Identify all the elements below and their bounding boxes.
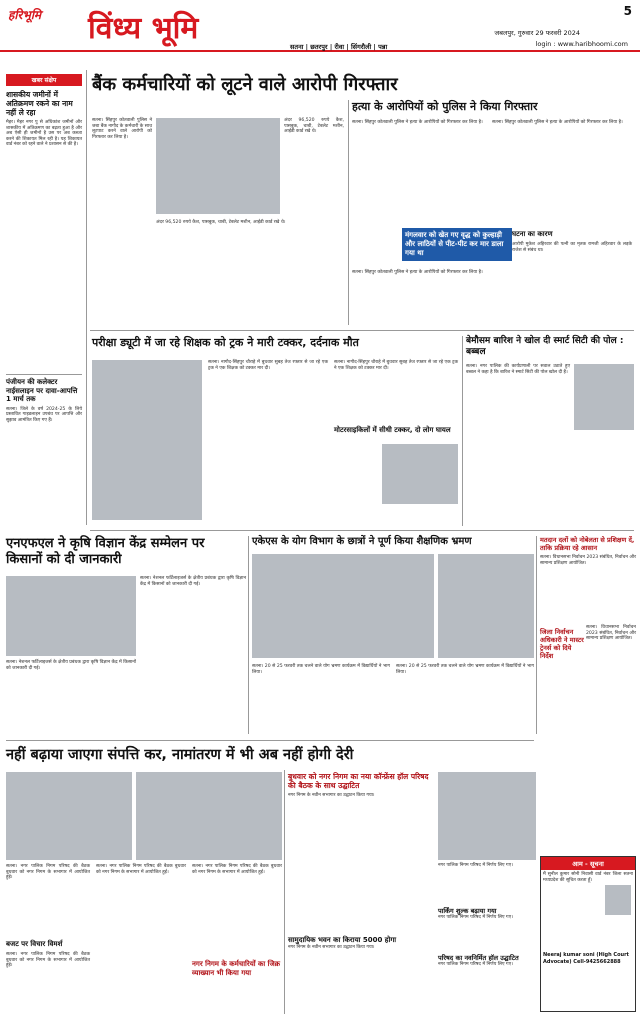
story5-photo — [6, 576, 136, 656]
story6-headline: एकेएस के योग विभाग के छात्रों ने पूर्ण किया शैक्षणिक भ्रमण — [252, 536, 472, 547]
sidebar — [6, 74, 82, 514]
story2-text-col: सतना। सिंहपुर कोतवाली पुलिस ने हत्या के आरोपियों को गिरफ्तार कर लिया है। — [352, 270, 483, 275]
story9-headline: परिषद का नवनिर्मित हॉल उद्घाटित — [438, 954, 519, 962]
story7-text-2: सतना। विधानसभा निर्वाचन 2023 संबंधित, निर्वाचन और सामान्य प्रशिक्षण आयोजित। — [586, 625, 636, 642]
brief-headline: पंजीयन की कलेक्टर नाईसलाइन पर दावा-आपत्ति 1 मार्च तक — [6, 378, 78, 403]
story5-text: सतना। नेशनल फर्टिलाइजर्स के क्षेत्रीय प्रबंधक द्वारा कृषि विज्ञान केंद्र में किसानों को जानकारी दी गई। — [140, 576, 246, 587]
lead-headline: बैंक कर्मचारियों को लूटने वाले आरोपी गिरफ्तार — [92, 74, 398, 95]
story7-headline: मतदान दलों को नोबेलता से प्रशिक्षण दें, ताकि प्रक्रिया रहे आसान — [540, 536, 635, 552]
story6-photo-2 — [438, 554, 534, 658]
bottom-headline: नहीं बढ़ाया जाएगा संपत्ति कर, नामांतरण में भी अब नहीं होगी देरी — [6, 747, 354, 763]
story2-text: सतना। सिंहपुर कोतवाली पुलिस ने हत्या के आरोपियों को गिरफ्तार कर लिया है। — [352, 120, 483, 125]
bottom-subhead-2: नगर निगम के कर्मचारियों का जिक्र व्याख्यान भी किया गया — [192, 960, 281, 977]
story3-photo-2 — [382, 444, 458, 504]
story-murder-arrest — [352, 100, 634, 325]
bottom-text-2: सतना। नगर पालिक निगम परिषद की बैठक बुधवार को नगर निगम के सभागार में आयोजित हुई। — [96, 864, 186, 875]
notice-text: मैं सुनील कुमार सोनी निवासी वार्ड नंबर जिला सतना मध्यप्रदेश की सूचित करता हूँ। — [543, 872, 633, 883]
story4-portrait — [574, 364, 634, 430]
story6-text-2: सतना। 20 से 25 फरवरी तक चलने वाले योग भ्रमण कार्यक्रम में विद्यार्थियों ने भाग लिया। — [396, 664, 534, 675]
story2-subhead: घटना का कारण — [512, 230, 553, 238]
bottom-text-3: सतना। नगर पालिक निगम परिषद की बैठक बुधवार को नगर निगम के सभागार में आयोजित हुई। — [6, 952, 90, 969]
brief-text: सतना। जिले के वर्ष 2024-25 के लिये प्रस्तावित गाइडलाइन उपबंध पर आपत्ति और सुझाव आमंत्रित किए गए हैं। — [6, 406, 82, 423]
sidebar-brief-1 — [6, 90, 82, 370]
bottom-photo-2 — [136, 772, 282, 860]
story5-headline: एनएफएल ने कृषि विज्ञान केंद्र सम्मेलन पर किसानों को दी जानकारी — [6, 536, 205, 567]
story-smart-city — [466, 336, 636, 526]
story7-quote: जिला निर्वाचन अधिकारी ने मास्टर ट्रेनर्स को दिये निर्देश — [540, 628, 584, 660]
story9-text: नगर पालिक निगम परिषद में निर्णय लिए गए। — [438, 863, 513, 868]
brief-text: मैहर। मैहर नगर पु से अधिकांश जमीनों और शासकीय में अतिक्रमण का बढ़ता हुआ है और अब ऐसी ही जमीनों है उस पर अब कब्जा करने की शिकायत मिल रही है। यह शिकायत वार्ड नंबर को रहने वाले ने प्रशासन से की है। — [6, 120, 82, 148]
story-property-tax — [6, 746, 534, 768]
sidebar-brief-2 — [6, 374, 82, 423]
date-line: जबलपुर, गुरुवार 29 फरवरी 2024 — [494, 29, 580, 37]
lead-story — [92, 74, 398, 324]
edition-title: विंध्य भूमि — [88, 11, 199, 46]
bottom-text-col — [6, 864, 282, 1012]
story6-photo — [252, 554, 434, 658]
story9-text-3: नगर पालिक निगम परिषद में निर्णय लिए गए। — [438, 962, 513, 967]
story6-text: सतना। 20 से 25 फरवरी तक चलने वाले योग भ्रमण कार्यक्रम में विद्यार्थियों ने भाग लिया। — [252, 664, 390, 675]
story8-headline: बुधवार को नगर निगम का नया कॉन्फ्रेंस हॉल परिषद की बैठक के साथ उद्घाटित — [288, 772, 429, 790]
story2-headline: हत्या के आरोपियों को पुलिस ने किया गिरफ्तार — [352, 100, 538, 113]
login-label: login : — [535, 40, 556, 48]
story2-quote: मंगलवार को खेत गए वृद्ध को कुल्हाड़ी और लाठियों से पीट-पीट कर मार डाला गया था — [402, 228, 512, 261]
brief-headline: शासकीय जमीनों में अतिक्रमण रकने का नाम नहीं ले रहा — [6, 90, 73, 117]
page-number: 5 — [623, 4, 632, 18]
website-url: www.haribhoomi.com — [557, 40, 628, 48]
story-conference-hall — [288, 772, 434, 1012]
lead-text-3: अंदर 96,520 रुपये कैश, पासबुक, चाबी, टेबलेट मशीन, आईडी कार्ड रखे थे। — [284, 118, 344, 135]
story-teacher-accident — [92, 336, 458, 526]
story3-text: सतना। नागौद-सिंहपुर चौराहे में बुधवार सुबह तेज रफ्तार से जा रहे एक ट्रक ने एक शिक्षक को टक्कर मार दी। — [208, 360, 328, 371]
brand-logo: हरिभूमि — [8, 8, 42, 22]
lead-text-2: अंदर 96,520 रुपये कैश, पासबुक, चाबी, टेबलेट मशीन, आईडी कार्ड रखे थे। — [156, 220, 286, 225]
notice-title: आम - सूचना — [541, 857, 635, 870]
lead-text: सतना। सिंहपुर कोतवाली पुलिस ने जबा बैंक नागौद के कर्मचारी के साथ लूटपाट करने वाले आरोपी को गिरफ्तार कर लिया है। — [92, 118, 152, 140]
story9-text-2: नगर पालिक निगम परिषद में निर्णय लिए गए। — [438, 915, 513, 920]
story3-headline: परीक्षा ड्यूटी में जा रहे शिक्षक को ट्रक ने मारी टक्कर, दर्दनाक मौत — [92, 336, 359, 349]
story3-text-2: सतना। नागौद-सिंहपुर चौराहे में बुधवार सुबह तेज रफ्तार से जा रहे एक ट्रक ने एक शिक्षक को टक्कर मार दी। — [334, 360, 458, 371]
bottom-text: सतना। नगर पालिक निगम परिषद की बैठक बुधवार को नगर निगम के सभागार में आयोजित हुई। — [6, 864, 90, 881]
story2-text2: आरोपी मुकेश अहिरवार की पत्नी का मृतक रामजी अहिरवार के लड़के राजेश से संबंध था। — [512, 242, 632, 253]
story9-photo — [438, 772, 536, 860]
story8-text-2: नगर निगम के नवीन सभागार का उद्घाटन किया गया। — [288, 945, 375, 950]
story8-text: नगर निगम के नवीन सभागार का उद्घाटन किया गया। — [288, 793, 375, 798]
story7-text: सतना। विधानसभा निर्वाचन 2023 संबंधित, निर्वाचन और सामान्य प्रशिक्षण आयोजित। — [540, 555, 636, 566]
bottom-text-4: सतना। नगर पालिक निगम परिषद की बैठक बुधवार को नगर निगम के सभागार में आयोजित हुई। — [192, 864, 282, 875]
story2-text-right: सतना। सिंहपुर कोतवाली पुलिस ने हत्या के आरोपियों को गिरफ्तार कर लिया है। — [492, 120, 623, 125]
edition-line: सतना | छतरपुर | रीवा | सिंगरौली | पन्ना — [290, 43, 388, 51]
story3-photo — [92, 360, 202, 520]
story4-text: सतना। नगर पालिक की कार्यप्रणाली पर सवाल उठाते हुए बब्बल ने कहा है कि बारिश ने स्मार्ट सिटी की पोल खोल दी है। — [466, 364, 570, 375]
story-yoga-tour — [252, 536, 534, 734]
story8-subhead: सामुदायिक भवन का किराया 5000 होगा — [288, 936, 397, 944]
story3-subhead: मोटरसाइकिलों में सीधी टक्कर, दो लोग घायल — [334, 426, 451, 434]
story4-headline: बेमौसम बारिश ने खोल दी स्मार्ट सिटी की पोल : बब्बल — [466, 336, 624, 357]
masthead — [0, 0, 640, 52]
bottom-subhead: बजट पर विचार विमर्श — [6, 940, 63, 948]
story9-subhead: पार्किंग शुल्क बढ़ाया गया — [438, 907, 497, 915]
website — [536, 40, 628, 48]
story-polling-training — [540, 536, 636, 852]
story-new-hall — [438, 772, 536, 1012]
notice-photo — [605, 885, 631, 915]
public-notice — [540, 856, 636, 1012]
story5-text-2: सतना। नेशनल फर्टिलाइजर्स के क्षेत्रीय प्रबंधक द्वारा कृषि विज्ञान केंद्र में किसानों को जानकारी दी गई। — [6, 660, 136, 671]
lead-photo — [156, 118, 280, 214]
bottom-photo-1 — [6, 772, 132, 860]
story-nfl — [6, 536, 246, 734]
notice-signature: Neeraj kumar soni (High Court Advocate) Cell-9425662888 — [543, 952, 629, 965]
sidebar-label: खबर संक्षेप — [6, 74, 82, 86]
